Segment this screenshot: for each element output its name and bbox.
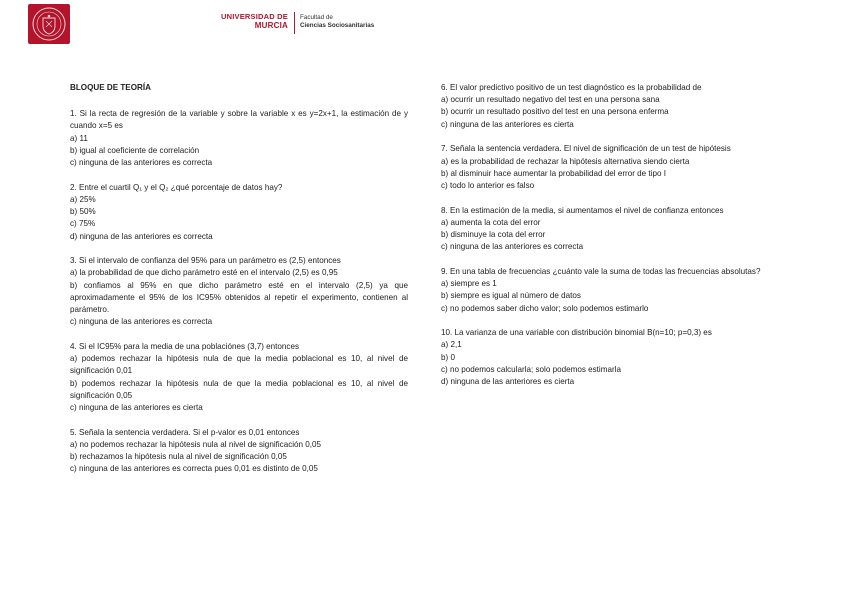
question-item	[441, 143, 771, 192]
question-item	[70, 255, 408, 328]
question-item	[70, 427, 408, 476]
answer-option: c) ninguna de las anteriores es correcta	[441, 242, 584, 252]
question-stem: 6. El valor predictivo positivo de un test diagnóstico es la probabilidad de	[441, 83, 702, 92]
faculty-name	[300, 14, 374, 30]
question-stem: 2. Entre el cuartil Q₁ y el Q₂ ¿qué porcentaje de datos hay?	[70, 182, 283, 192]
university-line-2: MURCIA	[254, 21, 288, 30]
question-stem: 3. Si el intervalo de confianza del 95% para un parámetro es (2,5) entonces	[70, 256, 341, 266]
answer-option: b) igual al coeficiente de correlación	[70, 145, 200, 155]
university-line-1: UNIVERSIDAD DE	[221, 12, 288, 21]
page-header	[0, 0, 848, 50]
answer-option: d) ninguna de las anteriores es correcta	[70, 231, 213, 241]
answer-option: a) aumenta la cota del error	[441, 217, 541, 227]
answer-option: c) no podemos calcularla; solo podemos estimarla	[441, 364, 621, 374]
answer-option: c) todo lo anterior es falso	[441, 180, 535, 190]
faculty-line-2: Ciencias Sociosanitarias	[300, 22, 375, 29]
answer-option: a) 25%	[70, 194, 96, 204]
header-divider	[294, 12, 295, 34]
answer-option: d) ninguna de las anteriores es cierta	[441, 377, 575, 387]
answer-option: b) disminuye la cota del error	[441, 230, 546, 240]
answer-option: a) es la probabilidad de rechazar la hipótesis alternativa siendo cierta	[441, 156, 690, 166]
answer-option: c) ninguna de las anteriores es cierta	[70, 402, 203, 412]
right-column	[441, 82, 771, 401]
left-column	[70, 82, 408, 488]
question-item	[441, 327, 771, 388]
answer-option: c) 75%	[70, 219, 96, 229]
answer-option: b) siempre es igual al número de datos	[441, 291, 581, 301]
answer-option: b) al disminuir hace aumentar la probabilidad del error de tipo I	[441, 168, 666, 178]
answer-option: a) podemos rechazar la hipótesis nula de que la media poblacional es 10, al nivel de significación 0,01	[70, 354, 408, 376]
answer-option: c) ninguna de las anteriores es correcta	[70, 317, 213, 327]
answer-option: b) podemos rechazar la hipótesis nula de que la media poblacional es 10, al nivel de significación 0,05	[70, 378, 408, 400]
section-title: BLOQUE DE TEORÍA	[70, 83, 151, 92]
answer-option: b) confiamos al 95% en que dicho parámetro esté en el intervalo (2,5) ya que aproximadamente el 95% de los IC95% obtenidos al repetir el experimento, contienen al parámetro.	[70, 280, 408, 315]
question-stem: 5. Señala la sentencia verdadera. Si el p-valor es 0,01 entonces	[70, 427, 300, 437]
answer-option: b) 50%	[70, 207, 96, 217]
answer-option: a) 11	[70, 133, 88, 143]
question-item	[70, 108, 408, 169]
question-stem: 8. En la estimación de la media, si aumentamos el nivel de confianza entonces	[441, 205, 724, 215]
question-stem: 10. La varianza de una variable con distribución binomial B(n=10; p=0,3) es	[441, 328, 712, 338]
question-stem: 1. Si la recta de regresión de la variable y sobre la variable x es y=2x+1, la estimación de y cuando x=5 es	[70, 109, 408, 131]
university-seal-icon	[28, 4, 70, 44]
university-name	[221, 12, 288, 30]
answer-option: c) ninguna de las anteriores es correcta	[70, 158, 213, 168]
answer-option: b) ocurrir un resultado positivo del test en una persona enferma	[441, 107, 669, 117]
question-stem: 9. En una tabla de frecuencias ¿cuánto vale la suma de todas las frecuencias absolutas?	[441, 266, 761, 276]
right-question-list	[441, 82, 771, 388]
left-question-list	[70, 108, 408, 475]
question-stem: 4. Si el IC95% para la media de una poblaciónes (3,7) entonces	[70, 341, 300, 351]
answer-option: a) ocurrir un resultado negativo del test en una persona sana	[441, 95, 660, 105]
answer-option: a) 2,1	[441, 340, 462, 350]
question-item	[70, 182, 408, 243]
question-item	[441, 205, 771, 254]
answer-option: c) ninguna de las anteriores es correcta pues 0,01 es distinto de 0,05	[70, 464, 318, 474]
answer-option: b) rechazamos la hipótesis nula al nivel de significación 0,05	[70, 452, 287, 462]
question-item	[441, 82, 771, 131]
answer-option: c) no podemos saber dicho valor; solo podemos estimarlo	[441, 303, 649, 313]
faculty-line-1: Facultad de	[300, 14, 333, 21]
answer-option: a) siempre es 1	[441, 279, 497, 289]
answer-option: a) no podemos rechazar la hipótesis nula al nivel de significación 0,05	[70, 439, 322, 449]
question-item	[70, 341, 408, 414]
answer-option: c) ninguna de las anteriores es cierta	[441, 119, 574, 129]
question-stem: 7. Señala la sentencia verdadera. El nivel de significación de un test de hipótesis	[441, 144, 731, 154]
question-item	[441, 266, 771, 315]
answer-option: a) la probabilidad de que dicho parámetro esté en el intervalo (2,5) es 0,95	[70, 268, 338, 278]
answer-option: b) 0	[441, 352, 455, 362]
